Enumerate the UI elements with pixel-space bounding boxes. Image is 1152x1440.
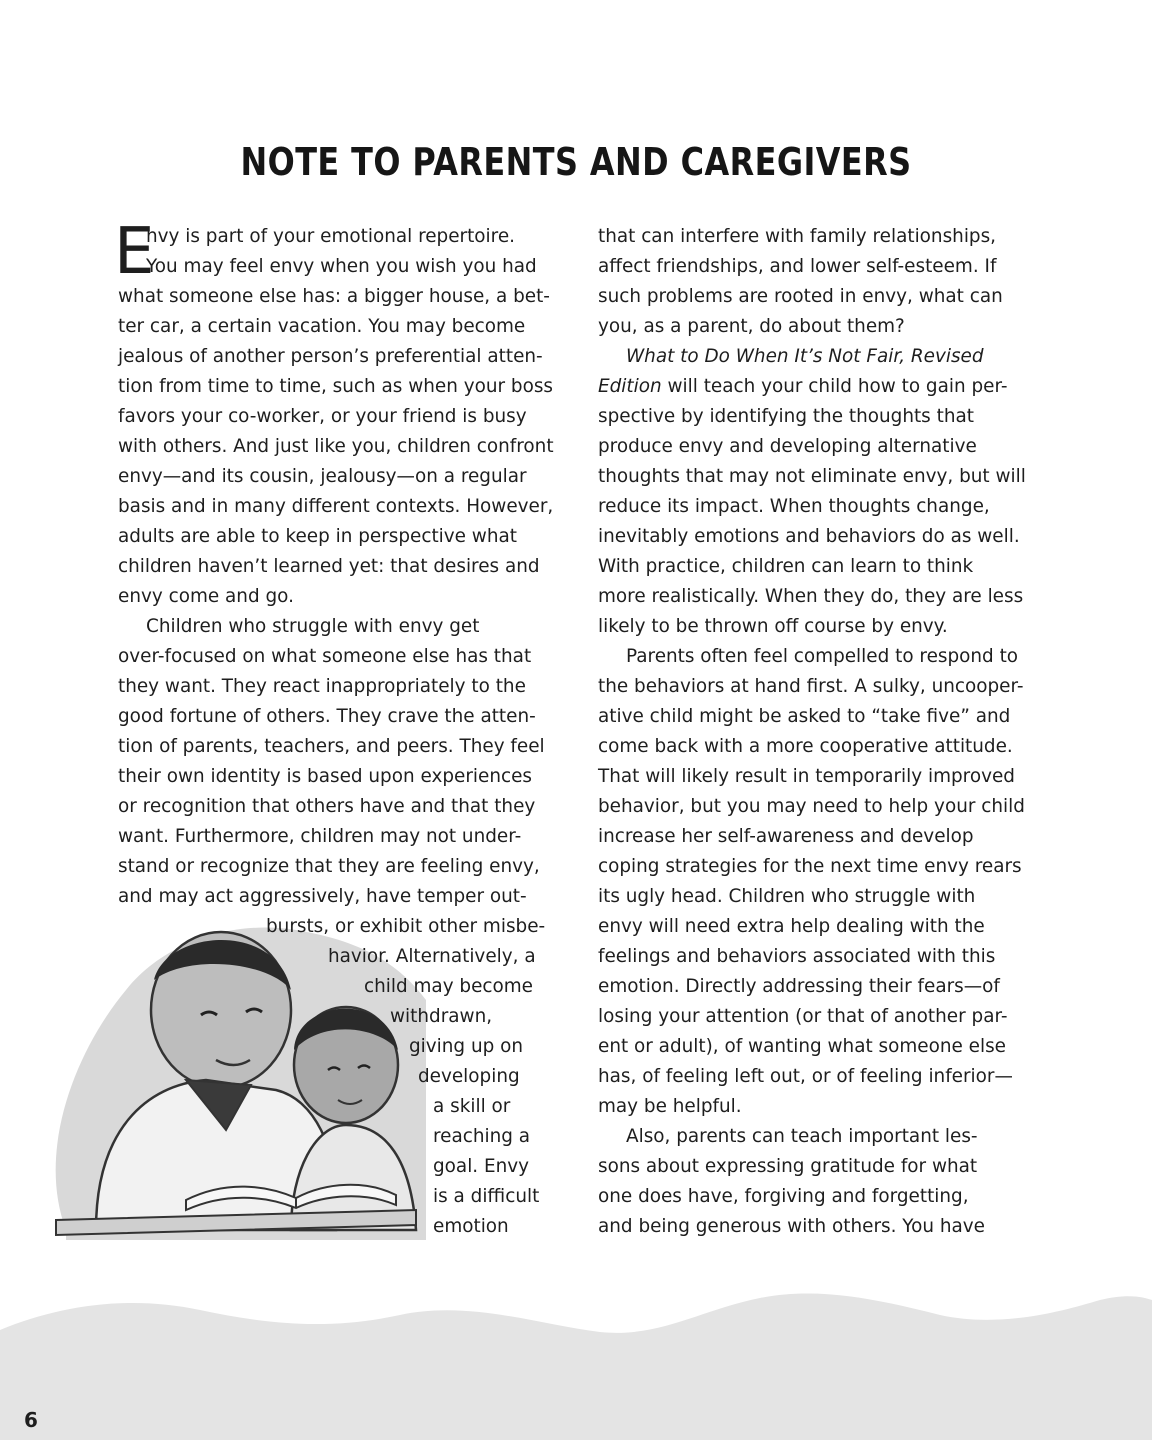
right-line bbox=[598, 372, 1007, 402]
right-line: behavior, but you may need to help your child bbox=[598, 796, 1025, 817]
left-line: a skill or bbox=[433, 1096, 511, 1117]
book-title-edition: Edition bbox=[598, 376, 662, 397]
left-line: ter car, a certain vacation. You may become bbox=[118, 316, 526, 337]
right-line: affect friendships, and lower self-esteem. If bbox=[598, 256, 997, 277]
right-line: that can interfere with family relationships, bbox=[598, 226, 997, 247]
left-line: reaching a bbox=[433, 1126, 531, 1147]
left-line: envy come and go. bbox=[118, 586, 294, 607]
left-line: basis and in many different contexts. However, bbox=[118, 496, 554, 517]
left-line: favors your co-worker, or your friend is busy bbox=[118, 406, 527, 427]
right-line: That will likely result in temporarily improved bbox=[598, 766, 1015, 787]
right-line: increase her self-awareness and develop bbox=[598, 826, 974, 847]
left-line: adults are able to keep in perspective what bbox=[118, 526, 517, 547]
footer-wave bbox=[0, 1270, 1152, 1440]
left-line: nvy is part of your emotional repertoire. bbox=[146, 226, 515, 247]
right-line: feelings and behaviors associated with this bbox=[598, 946, 996, 967]
right-line: such problems are rooted in envy, what can bbox=[598, 286, 1003, 307]
left-line: stand or recognize that they are feeling envy, bbox=[118, 856, 540, 877]
left-line: and may act aggressively, have temper out- bbox=[118, 886, 527, 907]
right-line: likely to be thrown off course by envy. bbox=[598, 616, 948, 637]
left-line: they want. They react inappropriately to the bbox=[118, 676, 526, 697]
right-line: and being generous with others. You have bbox=[598, 1216, 985, 1237]
left-line: want. Furthermore, children may not under- bbox=[118, 826, 522, 847]
left-line: or recognition that others have and that they bbox=[118, 796, 536, 817]
left-line: is a difficult bbox=[433, 1186, 540, 1207]
right-line-book-title: What to Do When It’s Not Fair, Revised bbox=[626, 346, 984, 367]
left-line: jealous of another person’s preferential atten- bbox=[118, 346, 543, 367]
right-line: produce envy and developing alternative bbox=[598, 436, 977, 457]
right-line: the behaviors at hand first. A sulky, uncooper- bbox=[598, 676, 1024, 697]
right-line: thoughts that may not eliminate envy, but will bbox=[598, 466, 1026, 487]
right-line: reduce its impact. When thoughts change, bbox=[598, 496, 990, 517]
left-line: what someone else has: a bigger house, a bet- bbox=[118, 286, 550, 307]
right-line: come back with a more cooperative attitude. bbox=[598, 736, 1013, 757]
right-line: ent or adult), of wanting what someone else bbox=[598, 1036, 1006, 1057]
left-line: tion from time to time, such as when your boss bbox=[118, 376, 554, 397]
right-line: inevitably emotions and behaviors do as well. bbox=[598, 526, 1020, 547]
right-line: you, as a parent, do about them? bbox=[598, 316, 905, 337]
left-line: You may feel envy when you wish you had bbox=[146, 256, 537, 277]
left-line: their own identity is based upon experiences bbox=[118, 766, 532, 787]
right-line: emotion. Directly addressing their fears—of bbox=[598, 976, 1000, 997]
left-line: havior. Alternatively, a bbox=[328, 946, 536, 967]
right-line: has, of feeling left out, or of feeling inferior— bbox=[598, 1066, 1013, 1087]
page-title: NOTE TO PARENTS AND CAREGIVERS bbox=[240, 140, 912, 184]
left-line: children haven’t learned yet: that desires and bbox=[118, 556, 540, 577]
right-line: coping strategies for the next time envy rears bbox=[598, 856, 1022, 877]
left-line: child may become bbox=[364, 976, 533, 997]
left-line: over-focused on what someone else has that bbox=[118, 646, 532, 667]
right-line: more realistically. When they do, they are less bbox=[598, 586, 1024, 607]
left-line: Children who struggle with envy get bbox=[146, 616, 480, 637]
right-line: envy will need extra help dealing with the bbox=[598, 916, 985, 937]
right-line: With practice, children can learn to think bbox=[598, 556, 974, 577]
left-line: goal. Envy bbox=[433, 1156, 530, 1177]
page-number: 6 bbox=[24, 1408, 38, 1432]
left-line: withdrawn, bbox=[390, 1006, 493, 1027]
left-line: tion of parents, teachers, and peers. They feel bbox=[118, 736, 545, 757]
right-line: sons about expressing gratitude for what bbox=[598, 1156, 978, 1177]
right-line: may be helpful. bbox=[598, 1096, 742, 1117]
left-line: envy—and its cousin, jealousy—on a regular bbox=[118, 466, 527, 487]
left-line: good fortune of others. They crave the atten- bbox=[118, 706, 536, 727]
right-line: losing your attention (or that of another par- bbox=[598, 1006, 1008, 1027]
right-line: ative child might be asked to “take five” and bbox=[598, 706, 1011, 727]
left-line: giving up on bbox=[409, 1036, 524, 1057]
left-line: developing bbox=[418, 1066, 520, 1087]
drop-cap: E bbox=[114, 215, 155, 289]
left-line: with others. And just like you, children confront bbox=[118, 436, 554, 457]
left-line: emotion bbox=[433, 1216, 509, 1237]
right-line: one does have, forgiving and forgetting, bbox=[598, 1186, 969, 1207]
left-line: bursts, or exhibit other misbe- bbox=[266, 916, 546, 937]
right-line-text: will teach your child how to gain per- bbox=[661, 376, 1008, 397]
right-line: spective by identifying the thoughts that bbox=[598, 406, 974, 427]
right-line: its ugly head. Children who struggle with bbox=[598, 886, 976, 907]
right-line: Also, parents can teach important les- bbox=[626, 1126, 978, 1147]
right-line: Parents often feel compelled to respond to bbox=[626, 646, 1019, 667]
